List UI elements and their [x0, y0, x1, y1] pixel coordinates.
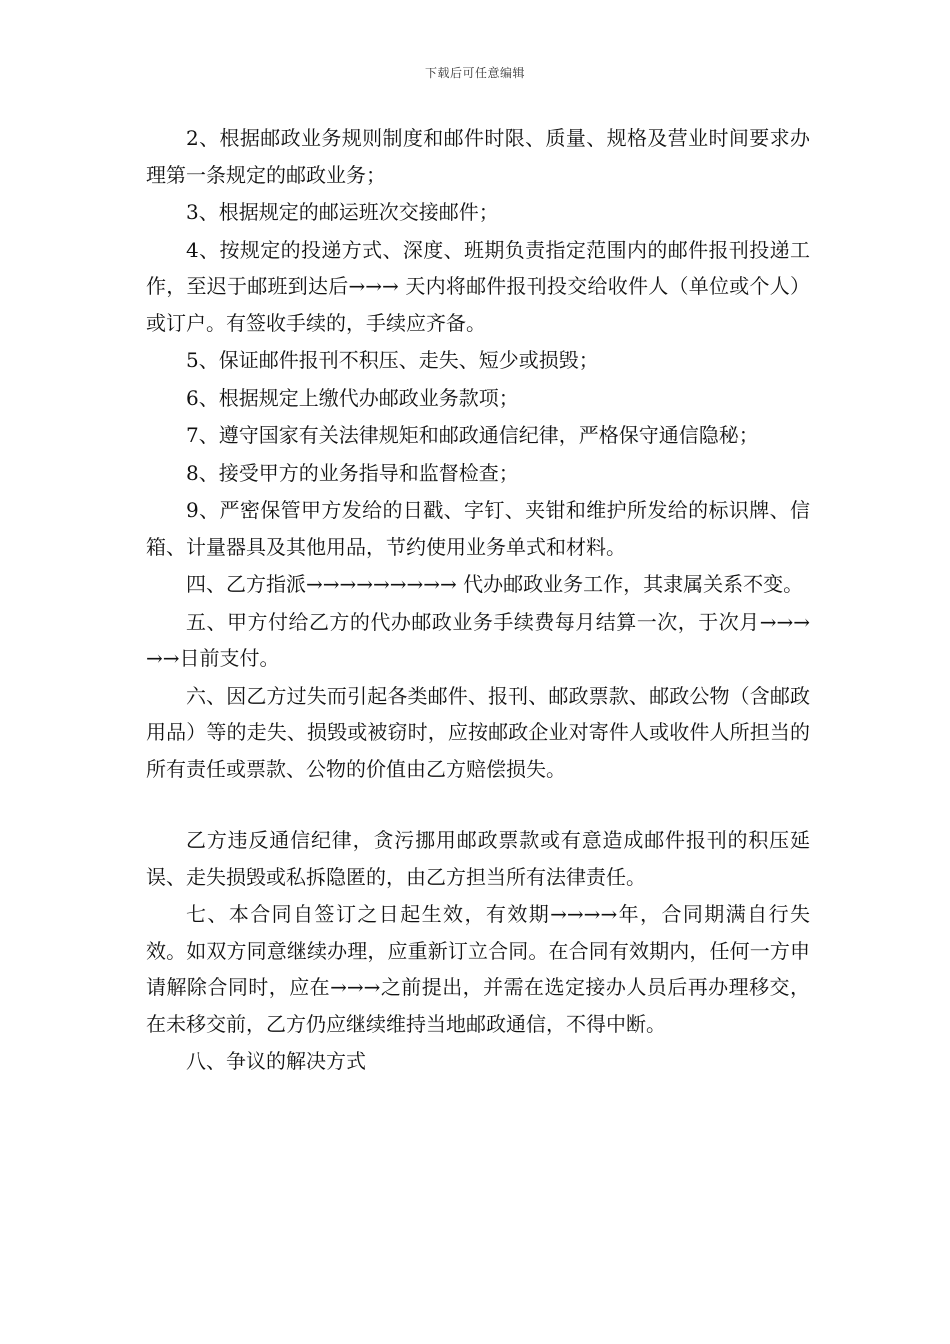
clause-2: 2、根据邮政业务规则制度和邮件时限、质量、规格及营业时间要求办理第一条规定的邮政业务；: [146, 126, 810, 187]
clause-3: 3、根据规定的邮运班次交接邮件；: [186, 200, 499, 224]
clause-9: 9、严密保管甲方发给的日戳、字钉、夹钳和维护所发给的标识牌、信箱、计量器具及其他用品，节约使用业务单式和材料。: [146, 498, 810, 559]
paragraph-gap: [146, 788, 810, 822]
section-4: 四、乙方指派→→→→→→→→→ 代办邮政业务工作，其隶属关系不变。: [186, 572, 804, 596]
section-6: 六、因乙方过失而引起各类邮件、报刊、邮政票款、邮政公物（含邮政用品）等的走失、损毁或被窃时，应按邮政企业对寄件人或收件人所担当的所有责任或票款、公物的价值由乙方赔偿损失。: [146, 683, 810, 781]
section-8-heading: 八、争议的解决方式: [186, 1049, 366, 1073]
document-body: [146, 120, 810, 1081]
page-header: 下载后可任意编辑: [424, 66, 525, 80]
clause-8: 8、接受甲方的业务指导和监督检查；: [186, 460, 519, 485]
section-5: 五、甲方付给乙方的代办邮政业务手续费每月结算一次，于次月→→→→→日前支付。: [146, 609, 810, 670]
section-7: 七、本合同自签订之日起生效，有效期→→→→年，合同期满自行失效。如双方同意继续办理，应重新订立合同。在合同有效期内，任何一方申请解除合同时，应在→→→之前提出，并需在选定接办人员后再办理移交，在未移交前，乙方仍应继续维持当地邮政通信，不得中断。: [146, 902, 810, 1036]
clause-5: 5、保证邮件报刊不积压、走失、短少或损毁；: [186, 348, 599, 372]
clause-7: 7、遵守国家有关法律规矩和邮政通信纪律，严格保守通信隐秘；: [186, 423, 759, 447]
clause-6: 6、根据规定上缴代办邮政业务款项；: [186, 385, 519, 410]
section-6-liability: 乙方违反通信纪律，贪污挪用邮政票款或有意造成邮件报刊的积压延误、走失损毁或私拆隐匿的，由乙方担当所有法律责任。: [146, 828, 810, 889]
clause-4: 4、按规定的投递方式、深度、班期负责指定范围内的邮件报刊投递工作，至迟于邮班到达后→→→ 天内将邮件报刊投交给收件人（单位或个人）或订户。有签收手续的，手续应齐备。: [146, 237, 810, 335]
